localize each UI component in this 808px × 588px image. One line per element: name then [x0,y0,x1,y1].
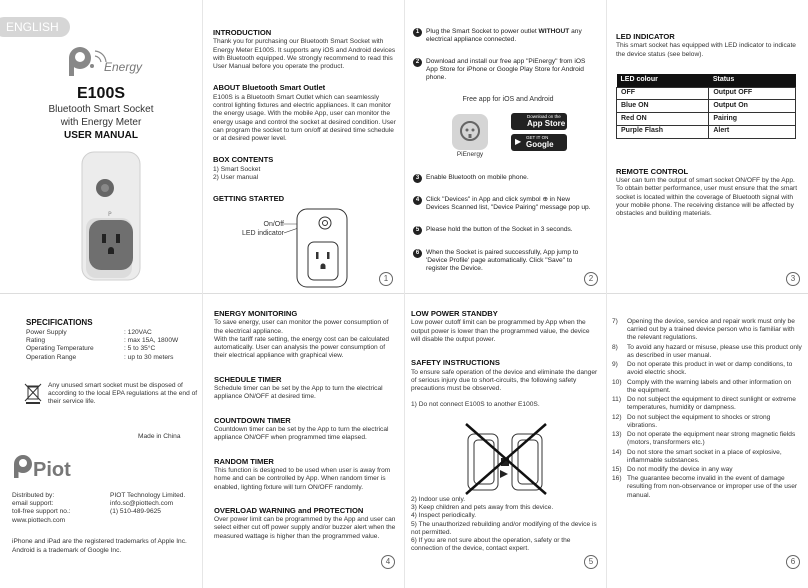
led-table [616,74,796,139]
trademark-google: Android is a trademark of Google Inc. [12,547,122,554]
page-number-3: 3 [786,272,800,286]
list-item: 16) The guarantee become invalid in the event of damage resulting from non-observance or improper use of the user manual. [612,475,798,499]
led-status: Pairing [709,113,796,126]
piot-logo [12,452,72,490]
table-row [617,87,796,100]
spec-key: Power Supply [26,329,67,336]
safety-more-list [612,318,802,500]
distributor-value[interactable]: info.sc@piottech.com [110,500,174,508]
energy-text: To save energy, user can monitor the power consumption of the electrical appliance. With the tariff rate setting, the energy cost can be calculated automatically. User can analysis the power consumption of their electrical appliance with graphical view. [214,319,390,360]
safety-item-1: 1) Do not connect E100S to another E100S. [411,401,540,409]
page-number-2: 2 [584,272,598,286]
cover-panel [0,0,202,293]
spec-row [26,329,202,337]
spec-value: : up to 30 meters [124,353,174,361]
safety-item: 6) If you are not sure about the operation, safety or the connection of the device, contact expert. [411,537,571,553]
website-link[interactable]: www.piottech.com [12,516,66,524]
svg-text:P: P [108,211,112,218]
free-app-title: Free app for iOS and Android [462,96,554,103]
led-indicator-label: LED indicator [241,230,284,237]
app-name: PiEnergy [456,151,484,158]
table-row [617,125,796,138]
smart-socket-image [80,150,144,285]
app-store-big: App Store [527,119,566,128]
page-number-1: 1 [379,272,393,286]
safety-item: 4) Inspect periodically. [411,512,477,520]
step-text: Download and install our free app "PiEnergy" from iOS App Store for iPhone or Google Play Store for Android phone. [426,58,586,82]
distributor-block [12,492,202,525]
setup-step-5 [413,226,593,235]
setup-step-6 [413,249,593,274]
spec-row [26,345,202,353]
countdown-text: Countdown timer can be set by the App to turn the electrical appliance ON/OFF when programmed time elapsed. [214,426,389,442]
box-heading: BOX CONTENTS [213,155,274,165]
list-item: 11) Do not subject the equipment to direct sunlight or extreme temperatures, humidity or dampness. [612,396,796,412]
google-play-badge[interactable] [511,134,567,159]
socket-line-drawing [296,208,348,288]
trademark-apple: iPhone and iPad are the registered trademarks of Apple Inc. [12,538,187,545]
step-number: 6 [413,249,422,258]
features-panel [214,309,398,587]
about-text: E100S is a Bluetooth Smart Outlet which can seamlessly control lighting fixtures and electric appliances. It can monitor the energy usage. With the mobile App, user can monitor the energy usage and control the socket at desired condition. User can program the socket to turn on/off at desired time schedule or at desired power level. [213,93,396,143]
led-table-header [617,74,796,87]
spec-value: : 120VAC [124,329,152,336]
list-item: 8) To avoid any hazard or misuse, please use this product only as described in user manual. [612,343,802,359]
status-header: Status [709,74,796,87]
overload-heading: OVERLOAD WARNING and PROTECTION [214,505,364,515]
distributor-key: email support: [12,500,54,508]
led-text: This smart socket has equipped with LED indicator to indicate the device status (see below). [616,42,796,58]
random-heading: RANDOM TIMER [214,456,274,466]
list-item: 14) Do not store the smart socket in a place of explosive, inflammable substances. [612,448,782,464]
distributor-value: PIOT Technology Limited. [110,492,186,499]
about-heading: ABOUT Bluetooth Smart Outlet [213,83,326,93]
step-text: Please hold the button of the Socket in 3 seconds. [426,226,573,233]
random-text: This function is designed to be used when user is away from home and can be controlled by App. When random timer is enabled, lighting fixture will turn ON/OFF randomly. [214,467,391,491]
google-play-small: GET IT ON [526,135,549,140]
setup-step-1 [413,28,593,44]
step-text: Enable Bluetooth on mobile phone. [426,174,529,181]
low-power-heading: LOW POWER STANDBY [411,309,498,318]
led-status: Alert [709,125,796,138]
spec-key: Operating Temperature [26,345,94,353]
safety-item: 3) Keep children and pets away from this device. [411,504,554,512]
app-store-badge[interactable] [511,113,567,130]
safety-heading: SAFETY INSTRUCTIONS [411,358,500,368]
step-number: 2 [413,58,422,67]
step-text: When the Socket is paired successfully, App jump to 'Device Profile' page automatically. Click "Save" to register the Device. [426,249,579,273]
countdown-heading: COUNTDOWN TIMER [214,415,291,425]
spec-key: Rating [26,337,46,345]
spec-key: Operation Range [26,353,77,361]
step-number: 3 [413,174,422,183]
onoff-label: On/Off [263,221,284,228]
setup-step-4 [413,196,593,212]
spec-value: : max 15A, 1800W [124,337,179,345]
distributor-key: toll-free support no.: [12,508,71,516]
intro-heading: INTRODUCTION [213,28,272,37]
list-item: 10) Comply with the warning labels and other information on the equipment. [612,378,792,394]
page-number-4: 4 [381,555,395,569]
spec-value: : 5 to 35°C [124,345,156,353]
distributor-row [12,492,202,500]
table-row [617,100,796,113]
step-text: Plug the Smart Socket to power outlet WITHOUT any electrical appliance connected. [426,28,582,44]
safety-item: 5) The unauthorized rebuilding and/or modifying of the device is not permitted. [411,520,597,536]
schedule-text: Schedule timer can be set by the App to turn the electrical appliance ON/OFF at desired time. [214,385,383,401]
subtitle-line2: with Energy Meter [60,117,142,128]
no-stacking-diagram [462,420,550,498]
page-divider-1 [202,0,203,588]
led-status: Output OFF [709,87,796,100]
led-colour-header: LED colour [617,74,709,87]
intro-text: Thank you for purchasing our Bluetooth Smart Socket with Energy Meter E100S. It supports any iOS and Android devices with Bluetooth equipped. We strongly recommend to read this User Manual before you operate the product. [213,38,396,71]
pienergy-logo-text: Energy [104,60,143,74]
setup-step-2 [413,58,593,83]
led-panel [616,32,802,292]
distributor-row [12,508,202,516]
box-item-2: 2) User manual [213,174,259,182]
list-item: 9) Do not operate this product in wet or damp conditions, to avoid electric shock. [612,361,793,377]
setup-step-3 [413,174,593,183]
box-item-1: 1) Smart Socket [213,165,261,173]
app-icon-glyph [452,114,488,150]
spec-row [26,337,202,345]
low-power-text: Low power cutoff limit can be programmed by App when the output power is lower than the programmed value, the device will disable the output power. [411,319,590,343]
led-colour: Red ON [617,113,709,126]
led-colour: Purple Flash [617,125,709,138]
page-divider-2 [404,0,405,588]
energy-heading: ENERGY MONITORING [214,309,298,318]
pienergy-app-icon [452,114,488,150]
list-item: 7) Opening the device, service and repair work must only be carried out by a trained device person who is familiar with the relevant regulations. [612,318,795,342]
step-number: 1 [413,28,422,37]
safety-more-panel [612,318,802,548]
overload-text: Over power limit can be programmed by the App and user can select either cut off power supply and/or buzzer alert when the measured wattage is higher than the programmed value. [214,516,396,540]
safety-item: 2) Indoor use only. [411,496,466,503]
step-number: 4 [413,196,422,205]
manual-title: USER MANUAL [64,130,138,141]
subtitle-line1: Bluetooth Smart Socket [48,104,154,115]
step-text: Click "Devices" in App and click symbol ⊕ in New Devices Scanned list, "Device Pairing" message pop up. [426,196,591,212]
step-number: 5 [413,226,422,235]
weee-bin-icon [24,382,42,404]
list-item: 15) Do not modify the device in any way [612,465,733,473]
safety-panel [411,309,599,429]
pienergy-logo [66,44,146,78]
safety-list [411,496,599,554]
google-play-big: Google Play [526,140,554,159]
safety-text: To ensure safe operation of the device and eliminate the danger of serious injury due to short-circuits, the following safety precautions must be observed. [411,368,598,393]
disposal-text: Any unused smart socket must be disposed of according to the local EPA regulations at the end of their service life. [48,382,198,406]
spec-row [26,354,202,362]
led-heading: LED INDICATOR [616,32,675,41]
led-colour: OFF [617,87,709,100]
piot-logo-text: Piot [33,459,71,481]
led-status: Output On [709,100,796,113]
schedule-heading: SCHEDULE TIMER [214,374,282,384]
page-number-6: 6 [786,555,800,569]
list-item: 13) Do not operate the equipment near strong magnetic fields (motors, transformers etc.) [612,431,796,447]
model-title: E100S [76,85,126,102]
app-store-small: Download on the [527,114,561,119]
made-in: Made in China [138,433,181,440]
page-number-5: 5 [584,555,598,569]
language-tab: ENGLISH [0,17,70,37]
distributor-value: (1) 510-489-9625 [110,508,161,516]
getting-started-heading: GETTING STARTED [213,194,285,204]
remote-heading: REMOTE CONTROL [616,166,689,176]
table-row [617,113,796,126]
distributor-row [12,517,202,525]
distributor-row [12,500,202,508]
list-item: 12) Do not subject the equipment to shocks or strong vibrations. [612,413,771,429]
play-icon: ▶ [515,137,522,146]
distributor-key: Distributed by: [12,492,55,499]
specs-heading: SPECIFICATIONS [26,318,93,327]
remote-text: User can turn the output of smart socket ON/OFF by the App. To obtain better performance, user must ensure that the smart socket is located within the coverage of Bluetooth signal with your mobile phone. The receiving distance will be affected by obstacles and building materials. [616,177,798,218]
page-divider-3 [606,0,607,588]
led-colour: Blue ON [617,100,709,113]
